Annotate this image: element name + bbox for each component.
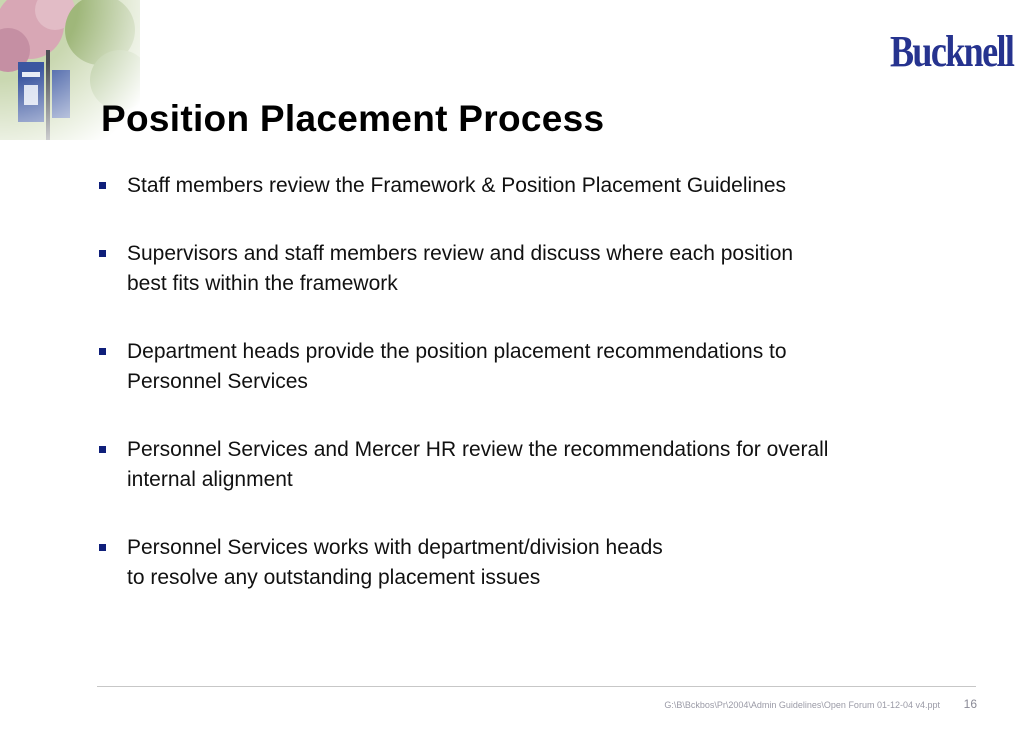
bullet-text-line: Personnel Services works with department/division heads (127, 536, 663, 559)
footer-divider (97, 686, 976, 687)
bullet-text-line: Department heads provide the position placement recommendations to (127, 340, 787, 363)
bullet-text-line: internal alignment (127, 468, 293, 491)
square-bullet-icon (99, 250, 106, 257)
square-bullet-icon (99, 348, 106, 355)
footer-file-path: G:\B\Bckbos\Pr\2004\Admin Guidelines\Open Forum 01-12-04 v4.ppt (664, 700, 940, 710)
bullet-text-line: Personnel Services (127, 370, 308, 393)
bullet-text-line: Personnel Services and Mercer HR review the recommendations for overall (127, 438, 829, 461)
square-bullet-icon (99, 446, 106, 453)
bullet-text-line: best fits within the framework (127, 272, 398, 295)
bullet-text-line: Staff members review the Framework & Position Placement Guidelines (127, 174, 787, 197)
bullet-item (98, 337, 978, 397)
bullet-item (98, 239, 978, 299)
bullet-item (98, 533, 978, 593)
slide-title: Position Placement Process (101, 98, 605, 139)
bullet-text-line: Supervisors and staff members review and discuss where each position (127, 242, 794, 265)
square-bullet-icon (99, 544, 106, 551)
bullet-text-line: to resolve any outstanding placement issues (127, 566, 541, 589)
page-number: 16 (963, 697, 977, 711)
bullet-item (98, 435, 978, 495)
square-bullet-icon (99, 182, 106, 189)
bullet-item (98, 171, 978, 201)
bullet-list (98, 171, 978, 631)
bucknell-logo: Bucknell (890, 27, 1014, 76)
